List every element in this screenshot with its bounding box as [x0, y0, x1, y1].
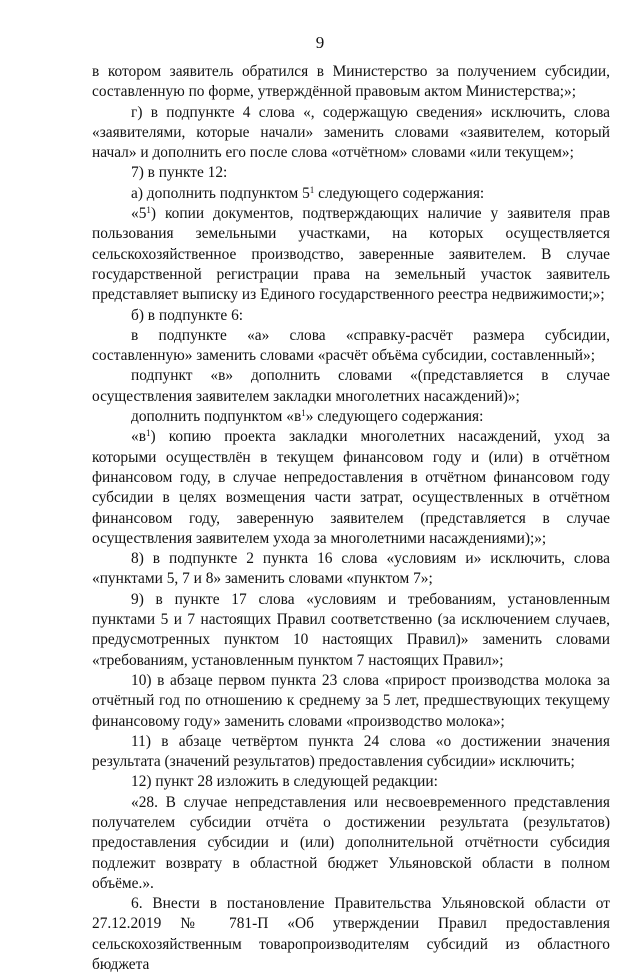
paragraph-item-8: 8) в подпункте 2 пункта 16 слова «условиям и» исключить, слова «пунктами 5, 7 и 8» заменить словами «пунктом 7»; [92, 550, 610, 588]
paragraph-item-11: 11) в абзаце четвёртом пункта 24 слова «о достижении значения результата (значений результатов) предоставления субсидии» исключить; [92, 732, 610, 771]
paragraph-continuation: в котором заявитель обратился в Министерство за получением субсидии, составленную по форме, утверждённой правовым актом Министерства;»; [92, 63, 610, 101]
paragraph-item-6: 6. Внести в постановление Правительства Ульяновской области от 27.12.2019 № 781-П «Об утверждении Правил предоставления сельскохозяйственным товаропроизводителям субсидий из областного бюджета [92, 895, 610, 974]
paragraph-subitem-a-words: в подпункте «а» слова «справку-расчёт размера субсидии, составленную» заменить словами «расчёт объёма субсидии, составленный»; [92, 326, 610, 365]
paragraph-add-v1: дополнить подпунктом «$в^1$» следующего содержания: [131, 408, 484, 426]
paragraph-subitem-a: а) дополнить подпунктом $5^1$ следующего содержания: [131, 184, 485, 202]
paragraph-subitem-v: подпункт «в» дополнить словами «(представляется в случае осуществления заявителем закладки многолетних насаждений)»; [92, 367, 610, 405]
document-body [92, 62, 610, 975]
paragraph-item-10: 10) в абзаце первом пункта 23 слова «прирост производства молока за отчётный год по отношению к среднему за 5 лет, предшествующих текущему финансовому году» заменить словами «производство молока»; [92, 671, 610, 730]
paragraph-subitem-5-1: «$5^1$) копии документов, подтверждающих наличие у заявителя прав пользования земельными участками, на которых осуществляется сельскохозяйственное производство, заверенные заявителем. В случае государственной регистрации права на земельный участок заявитель представляет выписку из Единого государственного реестра недвижимости;»; [92, 205, 610, 304]
page-number: 9 [315, 33, 325, 52]
paragraph-item-9: 9) в пункте 17 слова «условиям и требованиям, установленным пунктами 5 и 7 настоящих Правил соответственно (за исключением случаев, предусмотренных пунктом 10 настоящих Правил)» заменить словами «требованиям, установленным пунктом 7 настоящих Правил»; [92, 590, 610, 669]
paragraph-item-12: 12) пункт 28 изложить в следующей редакции: [131, 773, 438, 791]
paragraph-subitem-b: б) в подпункте 6: [131, 306, 244, 324]
paragraph-subitem-g: г) в подпункте 4 слова «, содержащую сведения» исключить, слова «заявителями, которые начали» заменить словами «заявителем, который начал» и дополнить его после слова «отчётном» словами «или текущем»; [92, 103, 610, 162]
paragraph-item-7: 7) в пункте 12: [131, 164, 228, 182]
paragraph-point-28: «28. В случае непредставления или несвоевременного представления получателем субсидии отчёта о достижении результата (результатов) предоставления субсидии и (или) дополнительной отчётности субсидия подлежит возврату в областной бюджет Ульяновской области в полном объёме.». [92, 793, 610, 892]
paragraph-subitem-v1: «$в^1$) копию проекта закладки многолетних насаждений, уход за которыми осуществлён в текущем финансовом году и (или) в отчётном финансовом году, в случае непредоставления в отчётном финансовом году субсидии в целях возмещения части затрат, осуществленных в отчётном финансовом году, заверенную заявителем (представляется в случае осуществления заявителем ухода за многолетними насаждениями);»; [92, 428, 610, 547]
